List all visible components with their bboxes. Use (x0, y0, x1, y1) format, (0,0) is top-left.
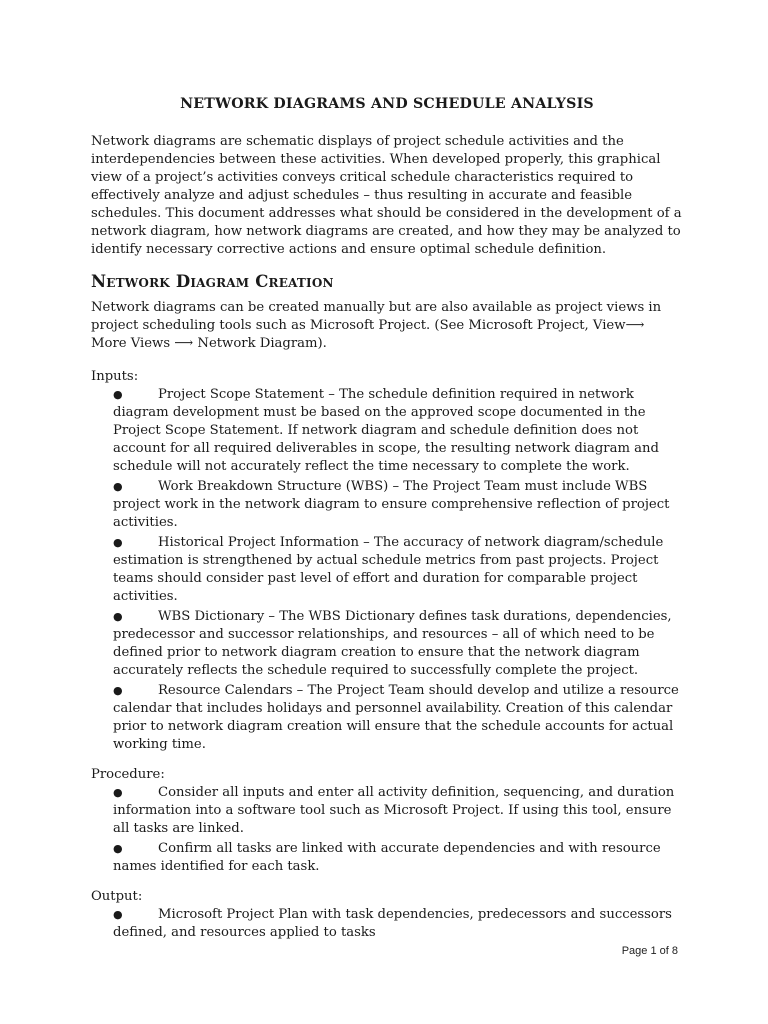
section-heading: Network Diagram Creation (91, 272, 334, 291)
list-item (91, 478, 683, 532)
intro-paragraph: Network diagrams are schematic displays of project schedule activities and the interdependencies between these activities. When developed properly, this graphical view of a project’s activities conveys critical schedule characteristics required to effectively analyze and adjust schedules – thus resulting in accurate and feasible schedules. This document addresses what should be considered in the development of a network diagram, how network diagrams are created, and how they may be analyzed to identify necessary corrective actions and ensure optimal schedule definition. (91, 134, 682, 257)
bullet-icon: ● (113, 610, 123, 623)
list-item-text: Consider all inputs and enter all activity definition, sequencing, and duration information into a software tool such as Microsoft Project. If using this tool, ensure all tasks are linked. (113, 785, 675, 836)
inputs-group (91, 368, 683, 754)
list-item-text: WBS Dictionary – The WBS Dictionary defines task durations, dependencies, predecessor and successor relationships, and resources – all of which need to be defined prior to network diagram creation to ensure that the network diagram accurately reflects the schedule required to successfully complete the project. (113, 609, 672, 678)
list-item-text: Historical Project Information – The accuracy of network diagram/schedule estimation is strengthened by actual schedule metrics from past projects. Project teams should consider past level of effort and duration for comparable project activities. (113, 535, 664, 604)
list-item-text: Project Scope Statement – The schedule definition required in network diagram development must be based on the approved scope documented in the Project Scope Statement. If network diagram and schedule definition does not account for all required deliverables in scope, the resulting network diagram and schedule will not accurately reflect the time necessary to complete the work. (113, 387, 659, 474)
bullet-icon: ● (113, 842, 123, 855)
procedure-label: Procedure: (91, 767, 165, 782)
list-item-text: Work Breakdown Structure (WBS) – The Project Team must include WBS project work in the network diagram to ensure comprehensive reflection of project activities. (113, 479, 670, 530)
inputs-list (91, 386, 683, 754)
output-group (91, 888, 683, 942)
list-item (91, 386, 683, 476)
procedure-list (91, 784, 683, 876)
bullet-icon: ● (113, 684, 123, 697)
list-item-text: Resource Calendars – The Project Team should develop and utilize a resource calendar that includes holidays and personnel availability. Creation of this calendar prior to network diagram creation will ensure that the schedule accounts for actual working time. (113, 683, 679, 752)
inputs-label: Inputs: (91, 369, 139, 384)
document-title: NETWORK DIAGRAMS AND SCHEDULE ANALYSIS (180, 96, 594, 112)
bullet-icon: ● (113, 786, 123, 799)
procedure-group (91, 766, 683, 876)
bullet-icon: ● (113, 480, 123, 493)
list-item (91, 784, 683, 838)
bullet-icon: ● (113, 388, 123, 401)
section-intro-paragraph: Network diagrams can be created manually but are also available as project views in project scheduling tools such as Microsoft Project. (See Microsoft Project, View⟶ More Views ⟶ Network Diagram). (91, 300, 662, 351)
list-item (91, 608, 683, 680)
bullet-icon: ● (113, 536, 123, 549)
list-item (91, 840, 683, 876)
output-list (91, 906, 683, 942)
page-content (91, 95, 683, 954)
page-number: Page 1 of 8 (621, 945, 678, 957)
bullet-icon: ● (113, 908, 123, 921)
list-item-text: Microsoft Project Plan with task dependencies, predecessors and successors defined, and resources applied to tasks (113, 907, 672, 940)
list-item (91, 682, 683, 754)
list-item (91, 906, 683, 942)
output-label: Output: (91, 889, 143, 904)
list-item (91, 534, 683, 606)
list-item-text: Confirm all tasks are linked with accurate dependencies and with resource names identified for each task. (113, 841, 661, 874)
